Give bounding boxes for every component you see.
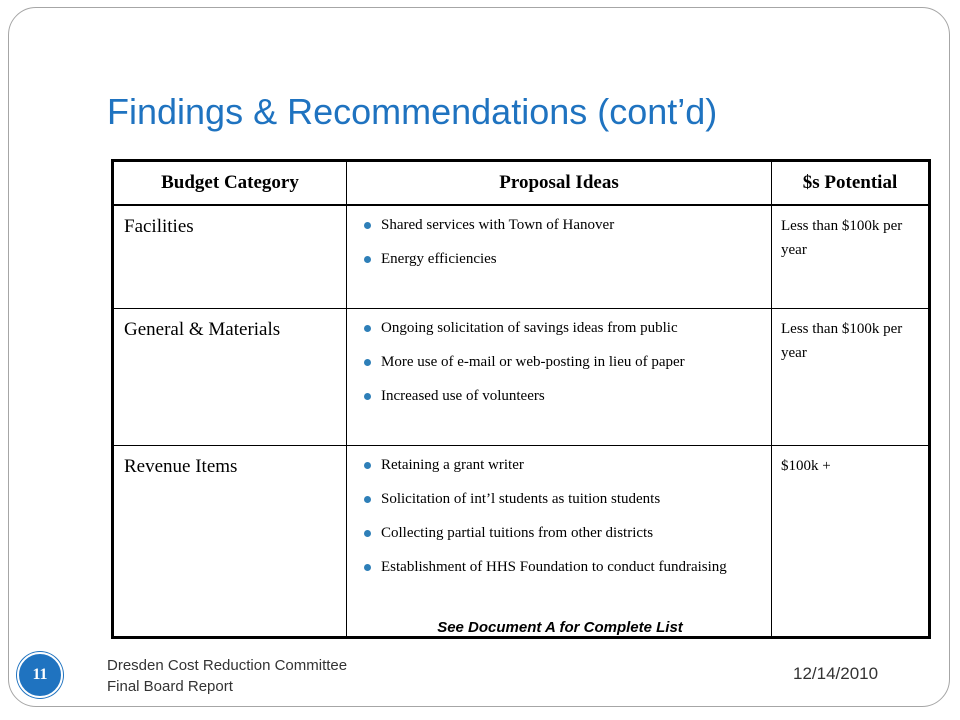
table-header-row bbox=[113, 161, 930, 206]
list-item: More use of e-mail or web-posting in lieu of paper bbox=[363, 351, 763, 373]
ideas-list bbox=[363, 317, 763, 407]
list-item: Collecting partial tuitions from other districts bbox=[363, 522, 763, 544]
potential-cell: Less than $100k per year bbox=[772, 205, 930, 309]
table-row bbox=[113, 205, 930, 309]
header-budget-category: Budget Category bbox=[113, 161, 347, 206]
ideas-cell bbox=[347, 205, 772, 309]
category-cell: Revenue Items bbox=[113, 446, 347, 638]
potential-cell: $100k + bbox=[772, 446, 930, 638]
footer-org-line1: Dresden Cost Reduction Committee bbox=[107, 657, 348, 674]
budget-table bbox=[111, 159, 931, 639]
potential-cell: Less than $100k per year bbox=[772, 309, 930, 446]
header-potential: $s Potential bbox=[772, 161, 930, 206]
footnote: See Document A for Complete List bbox=[437, 619, 683, 636]
footer-date: 12/14/2010 bbox=[793, 664, 879, 683]
category-cell: Facilities bbox=[113, 205, 347, 309]
category-cell: General & Materials bbox=[113, 309, 347, 446]
ideas-list bbox=[363, 454, 763, 578]
table-row bbox=[113, 309, 930, 446]
list-item: Solicitation of int’l students as tuition students bbox=[363, 488, 763, 510]
list-item: Shared services with Town of Hanover bbox=[363, 214, 763, 236]
footer-org-line2: Final Board Report bbox=[107, 678, 233, 695]
ideas-list bbox=[363, 214, 763, 270]
table-row bbox=[113, 446, 930, 638]
footer-org bbox=[107, 655, 347, 697]
ideas-cell bbox=[347, 446, 772, 638]
list-item: Energy efficiencies bbox=[363, 248, 763, 270]
ideas-cell bbox=[347, 309, 772, 446]
list-item: Retaining a grant writer bbox=[363, 454, 763, 476]
header-proposal-ideas: Proposal Ideas bbox=[347, 161, 772, 206]
list-item: Ongoing solicitation of savings ideas from public bbox=[363, 317, 763, 339]
slide-title: Findings & Recommendations (cont’d) bbox=[107, 91, 718, 132]
list-item: Establishment of HHS Foundation to conduct fundraising bbox=[363, 556, 763, 578]
page-number-badge: 11 bbox=[17, 652, 63, 698]
list-item: Increased use of volunteers bbox=[363, 385, 763, 407]
